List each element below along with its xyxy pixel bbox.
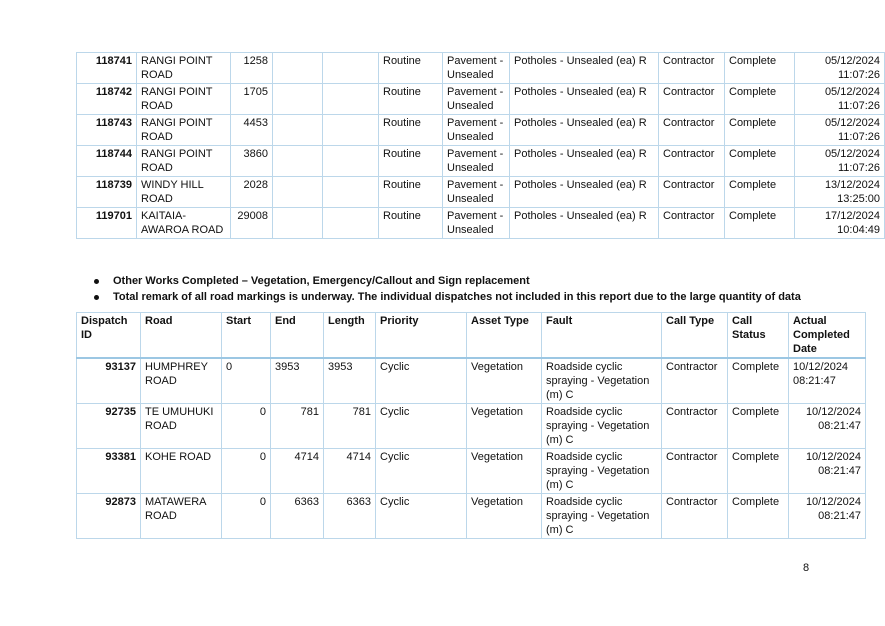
- fault-cell: Potholes - Unsealed (ea) R: [510, 84, 659, 115]
- call-type-cell: Contractor: [659, 177, 725, 208]
- length-cell: [323, 146, 379, 177]
- start-cell: 29008: [231, 208, 273, 239]
- call-type-cell: Contractor: [659, 208, 725, 239]
- call-status-cell: Complete: [728, 449, 789, 494]
- table-row: [77, 449, 866, 494]
- table-row: [77, 208, 885, 239]
- end-cell: 6363: [271, 494, 324, 539]
- asset-type-cell: Vegetation: [467, 494, 542, 539]
- fault-cell: Potholes - Unsealed (ea) R: [510, 53, 659, 84]
- call-type-cell: Contractor: [659, 53, 725, 84]
- start-cell: 0: [222, 449, 271, 494]
- bullet-icon: [94, 279, 99, 284]
- end-cell: [273, 146, 323, 177]
- asset-type-cell: Pavement - Unsealed: [443, 84, 510, 115]
- dispatch-id-cell: 118744: [77, 146, 137, 177]
- length-cell: [323, 53, 379, 84]
- length-cell: [323, 177, 379, 208]
- road-cell: RANGI POINT ROAD: [137, 84, 231, 115]
- table-row: [77, 53, 885, 84]
- call-status-cell: Complete: [728, 404, 789, 449]
- end-cell: [273, 177, 323, 208]
- start-cell: 3860: [231, 146, 273, 177]
- fault-cell: Roadside cyclic spraying - Vegetation (m) C: [542, 404, 662, 449]
- call-status-cell: Complete: [725, 177, 795, 208]
- fault-cell: Potholes - Unsealed (ea) R: [510, 208, 659, 239]
- priority-cell: Routine: [379, 146, 443, 177]
- asset-type-cell: Pavement - Unsealed: [443, 177, 510, 208]
- end-cell: 781: [271, 404, 324, 449]
- completed-date: 05/12/2024: [824, 55, 880, 67]
- header-start: Start: [222, 313, 271, 359]
- asset-type-cell: Pavement - Unsealed: [443, 115, 510, 146]
- table-header-row: [77, 313, 866, 359]
- call-type-cell: Contractor: [662, 449, 728, 494]
- priority-cell: Cyclic: [376, 494, 467, 539]
- start-cell: 0: [222, 358, 271, 404]
- table-row: [77, 84, 885, 115]
- completed-time: 11:07:26: [837, 131, 880, 143]
- end-cell: 3953: [271, 358, 324, 404]
- header-call-status: Call Status: [728, 313, 789, 359]
- header-end: End: [271, 313, 324, 359]
- header-asset-type: Asset Type: [467, 313, 542, 359]
- priority-cell: Routine: [379, 84, 443, 115]
- vegetation-dispatch-table: [76, 312, 866, 539]
- note-text: Other Works Completed – Vegetation, Emergency/Callout and Sign replacement: [113, 275, 530, 287]
- completed-date-cell: [795, 115, 885, 146]
- road-cell: TE UMUHUKI ROAD: [141, 404, 222, 449]
- call-type-cell: Contractor: [659, 84, 725, 115]
- completed-date-cell: [789, 449, 866, 494]
- completed-time: 08:21:47: [818, 465, 861, 477]
- note-text: Total remark of all road markings is underway. The individual dispatches not included in this report due to the large quantity of data: [113, 291, 801, 303]
- note-item: [92, 273, 801, 289]
- completed-time: 11:07:26: [837, 162, 880, 174]
- call-type-cell: Contractor: [662, 404, 728, 449]
- header-fault: Fault: [542, 313, 662, 359]
- call-status-cell: Complete: [725, 115, 795, 146]
- page-number: 8: [803, 562, 810, 574]
- priority-cell: Routine: [379, 53, 443, 84]
- priority-cell: Routine: [379, 208, 443, 239]
- end-cell: [273, 53, 323, 84]
- completed-date: 10/12/2024: [805, 496, 861, 508]
- end-cell: 4714: [271, 449, 324, 494]
- completed-time: 11:07:26: [837, 100, 880, 112]
- dispatch-id-cell: 118743: [77, 115, 137, 146]
- completed-date-cell: [795, 84, 885, 115]
- end-cell: [273, 208, 323, 239]
- end-cell: [273, 84, 323, 115]
- call-type-cell: Contractor: [662, 358, 728, 404]
- length-cell: 4714: [324, 449, 376, 494]
- completed-date-cell: [789, 404, 866, 449]
- priority-cell: Routine: [379, 177, 443, 208]
- fault-cell: Potholes - Unsealed (ea) R: [510, 115, 659, 146]
- road-cell: RANGI POINT ROAD: [137, 146, 231, 177]
- completed-time: 08:21:47: [818, 420, 861, 432]
- length-cell: [323, 84, 379, 115]
- length-cell: 6363: [324, 494, 376, 539]
- road-cell: MATAWERA ROAD: [141, 494, 222, 539]
- start-cell: 1705: [231, 84, 273, 115]
- call-status-cell: Complete: [728, 494, 789, 539]
- start-cell: 0: [222, 494, 271, 539]
- end-cell: [273, 115, 323, 146]
- table-row: [77, 146, 885, 177]
- call-status-cell: Complete: [725, 53, 795, 84]
- dispatch-id-cell: 93137: [77, 358, 141, 404]
- completed-date: 17/12/2024: [824, 210, 880, 222]
- completed-date: 05/12/2024: [824, 148, 880, 160]
- table-row: [77, 358, 866, 404]
- asset-type-cell: Pavement - Unsealed: [443, 53, 510, 84]
- start-cell: 1258: [231, 53, 273, 84]
- completed-date: 05/12/2024: [824, 86, 880, 98]
- dispatch-id-cell: 92873: [77, 494, 141, 539]
- asset-type-cell: Vegetation: [467, 404, 542, 449]
- header-road: Road: [141, 313, 222, 359]
- start-cell: 2028: [231, 177, 273, 208]
- table-row: [77, 115, 885, 146]
- length-cell: 781: [324, 404, 376, 449]
- dispatch-id-cell: 118742: [77, 84, 137, 115]
- length-cell: [323, 208, 379, 239]
- start-cell: 4453: [231, 115, 273, 146]
- fault-cell: Roadside cyclic spraying - Vegetation (m) C: [542, 449, 662, 494]
- asset-type-cell: Pavement - Unsealed: [443, 146, 510, 177]
- call-type-cell: Contractor: [659, 115, 725, 146]
- header-completed-date: Actual Completed Date: [789, 313, 866, 359]
- completed-date: 10/12/2024: [793, 361, 849, 373]
- dispatch-id-cell: 118741: [77, 53, 137, 84]
- dispatch-id-cell: 119701: [77, 208, 137, 239]
- completed-date-cell: [789, 358, 866, 404]
- notes-list: [92, 273, 801, 305]
- completed-time: 13:25:00: [837, 193, 880, 205]
- start-cell: 0: [222, 404, 271, 449]
- completed-date-cell: [795, 53, 885, 84]
- road-cell: HUMPHREY ROAD: [141, 358, 222, 404]
- dispatch-id-cell: 118739: [77, 177, 137, 208]
- bullet-icon: [94, 295, 99, 300]
- fault-cell: Potholes - Unsealed (ea) R: [510, 146, 659, 177]
- header-dispatch-id: Dispatch ID: [77, 313, 141, 359]
- table-row: [77, 404, 866, 449]
- road-cell: KAITAIA- AWAROA ROAD: [137, 208, 231, 239]
- road-cell: WINDY HILL ROAD: [137, 177, 231, 208]
- call-status-cell: Complete: [725, 208, 795, 239]
- completed-date-cell: [795, 208, 885, 239]
- completed-date: 10/12/2024: [805, 451, 861, 463]
- dispatch-table-continued: [76, 52, 885, 239]
- road-cell: RANGI POINT ROAD: [137, 53, 231, 84]
- call-status-cell: Complete: [725, 146, 795, 177]
- fault-cell: Potholes - Unsealed (ea) R: [510, 177, 659, 208]
- fault-cell: Roadside cyclic spraying - Vegetation (m) C: [542, 494, 662, 539]
- priority-cell: Cyclic: [376, 358, 467, 404]
- completed-time: 11:07:26: [837, 69, 880, 81]
- asset-type-cell: Pavement - Unsealed: [443, 208, 510, 239]
- header-length: Length: [324, 313, 376, 359]
- asset-type-cell: Vegetation: [467, 358, 542, 404]
- note-item: [92, 289, 801, 305]
- length-cell: [323, 115, 379, 146]
- priority-cell: Cyclic: [376, 404, 467, 449]
- header-priority: Priority: [376, 313, 467, 359]
- fault-cell: Roadside cyclic spraying - Vegetation (m) C: [542, 358, 662, 404]
- length-cell: 3953: [324, 358, 376, 404]
- completed-date: 13/12/2024: [824, 179, 880, 191]
- call-type-cell: Contractor: [659, 146, 725, 177]
- completed-date: 10/12/2024: [805, 406, 861, 418]
- completed-date: 05/12/2024: [824, 117, 880, 129]
- call-status-cell: Complete: [728, 358, 789, 404]
- dispatch-id-cell: 93381: [77, 449, 141, 494]
- call-type-cell: Contractor: [662, 494, 728, 539]
- table-row: [77, 494, 866, 539]
- completed-date-cell: [795, 177, 885, 208]
- priority-cell: Cyclic: [376, 449, 467, 494]
- asset-type-cell: Vegetation: [467, 449, 542, 494]
- dispatch-id-cell: 92735: [77, 404, 141, 449]
- completed-date-cell: [795, 146, 885, 177]
- completed-time: 08:21:47: [818, 510, 861, 522]
- call-status-cell: Complete: [725, 84, 795, 115]
- completed-date-cell: [789, 494, 866, 539]
- road-cell: RANGI POINT ROAD: [137, 115, 231, 146]
- header-call-type: Call Type: [662, 313, 728, 359]
- table-row: [77, 177, 885, 208]
- priority-cell: Routine: [379, 115, 443, 146]
- road-cell: KOHE ROAD: [141, 449, 222, 494]
- completed-time: 10:04:49: [837, 224, 880, 236]
- completed-time: 08:21:47: [793, 375, 836, 387]
